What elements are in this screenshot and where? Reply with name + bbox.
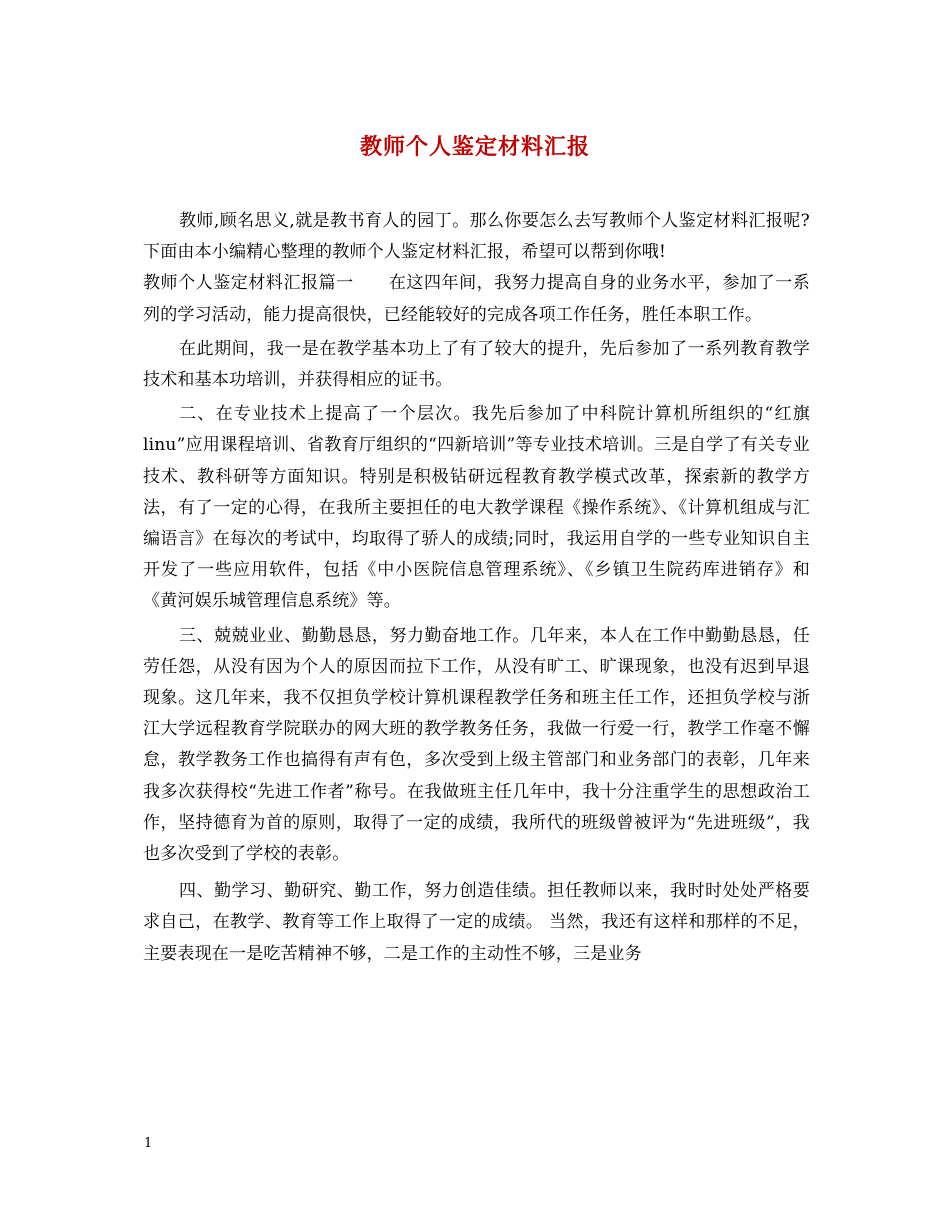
document-body: [143, 206, 810, 970]
document-title: 教师个人鉴定材料汇报: [359, 135, 590, 160]
diligent-work-paragraph: 三、兢兢业业、勤勤恳恳，努力勤奋地工作。几年来，本人在工作中勤勤恳恳，任劳任怨，从没有因为个人的原因而拉下工作，从没有旷工、旷课现象，也没有迟到早退现象。这几年来，我不仅担负学校计算机课程教学任务和班主任工作，还担负学校与浙江大学远程教育学院联办的网大班的教学教务任务，我做一行爱一行，教学工作毫不懈怠，教学教务工作也搞得有声有色，多次受到上级主管部门和业务部门的表彰，几年来我多次获得校“先进工作者”称号。在我做班主任几年中，我十分注重学生的思想政治工作，坚持德育为首的原则，取得了一定的成绩，我所代的班级曾被评为“先进班级”，我也多次受到了学校的表彰。: [143, 625, 810, 865]
page-number: 1: [144, 1136, 153, 1151]
section-one-paragraph: 教师个人鉴定材料汇报篇一 在这四年间，我努力提高自身的业务水平，参加了一系列的学习活动，能力提高很快，已经能较好的完成各项工作任务，胜任本职工作。: [143, 273, 810, 325]
basic-skills-paragraph: 在此期间，我一是在教学基本功上了有了较大的提升，先后参加了一系列教育教学技术和基本功培训，并获得相应的证书。: [143, 338, 810, 391]
intro-paragraph: 教师,顾名思义,就是教书育人的园丁。那么你要怎么去写教师个人鉴定材料汇报呢?下面由本小编精心整理的教师个人鉴定材料汇报，希望可以帮到你哦!: [143, 211, 810, 263]
study-research-paragraph: 四、勤学习、勤研究、勤工作，努力创造佳绩。担任教师以来，我时时处处严格要求自己，在教学、教育等工作上取得了一定的成绩。 当然，我还有这样和那样的不足，主要表现在一是吃苦精神不够，二是工作的主动性不够，三是业务: [143, 881, 810, 964]
professional-skills-paragraph: 二、在专业技术上提高了一个层次。我先后参加了中科院计算机所组织的“红旗linu”应用课程培训、省教育厅组织的“四新培训”等专业技术培训。三是自学了有关专业技术、教科研等方面知识。特别是积极钻研远程教育教学模式改革，探索新的教学方法，有了一定的心得，在我所主要担任的电大教学课程《操作系统》、《计算机组成与汇编语言》在每次的考试中，均取得了骄人的成绩;同时，我运用自学的一些专业知识自主开发了一些应用软件，包括《中小医院信息管理系统》、《乡镇卫生院药库进销存》和《黄河娱乐城管理信息系统》等。: [143, 404, 810, 612]
